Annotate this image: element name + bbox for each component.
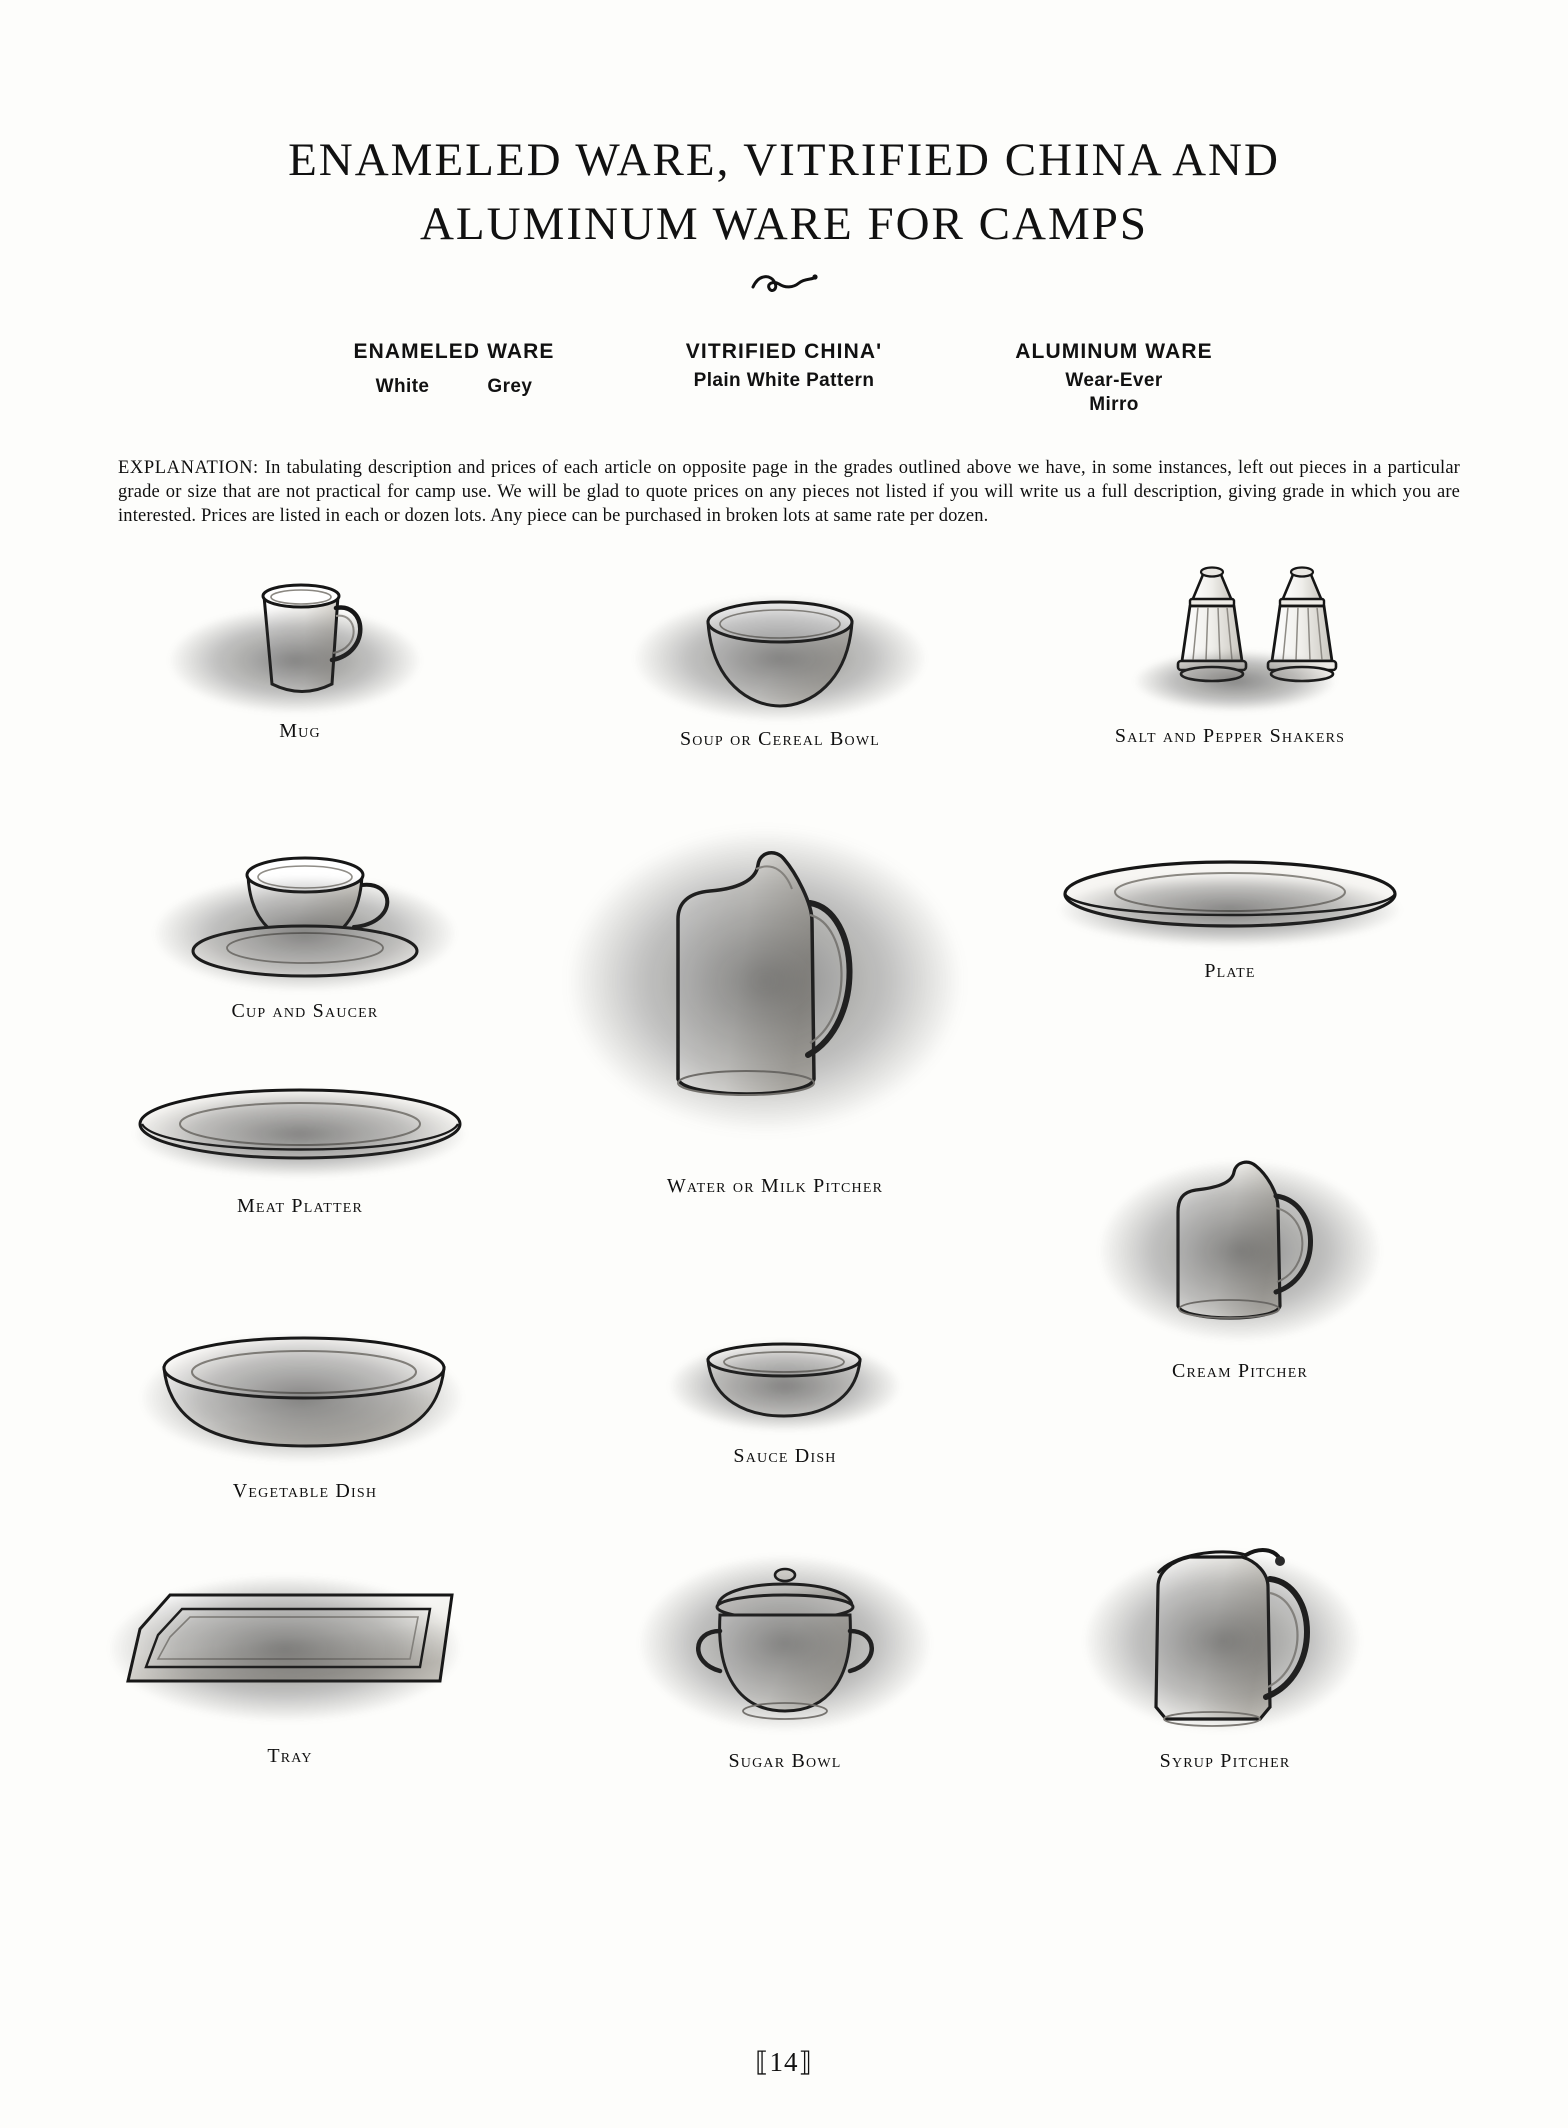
figure-caption: Mug xyxy=(279,720,321,742)
figure-caption: Plate xyxy=(1204,960,1256,982)
figure-sauce-dish xyxy=(650,1316,920,1468)
column-sub-grey: Grey xyxy=(487,376,533,397)
explanation-body: In tabulating description and prices of each article on opposite page in the grades outlined above we have, in some instances, left out pieces in a particular grade or size that are not practical for camp use. We will be glad to quote prices on any pieces not listed if you will write us a full description, giving grade in which you are interested. Prices are listed in each or dozen lots. Any piece can be purchased in broken lots at same rate per dozen. xyxy=(118,458,1460,526)
figure-caption: Vegetable Dish xyxy=(232,1480,378,1502)
sauce-dish-illustration xyxy=(650,1316,920,1441)
page-title-line-1: ENAMELED WARE, VITRIFIED CHINA AND xyxy=(288,134,1280,186)
vegetable-dish-illustration xyxy=(130,1306,480,1476)
explanation-paragraph xyxy=(118,456,1460,528)
figure-plate xyxy=(1040,846,1420,983)
column-vitrified-china xyxy=(619,340,949,416)
column-sub-white: White xyxy=(375,376,430,397)
figure-caption: Sugar Bowl xyxy=(728,1750,842,1772)
figure-caption: Cup and Saucer xyxy=(231,1000,379,1022)
explanation-label: EXPLANATION: xyxy=(118,458,259,478)
column-sub-wear-ever: Wear-Ever xyxy=(1065,370,1163,391)
figure-caption: Cream Pitcher xyxy=(1171,1360,1309,1382)
column-enameled-ware xyxy=(289,340,619,416)
bowl-illustration xyxy=(600,556,960,724)
figure-cup-and-saucer xyxy=(140,831,470,1023)
water-pitcher-illustration xyxy=(560,811,990,1171)
column-sub-mirro: Mirro xyxy=(1089,394,1139,415)
shakers-illustration xyxy=(1050,541,1410,721)
tray-illustration xyxy=(100,1551,480,1741)
grade-columns xyxy=(0,340,1568,416)
figure-caption: Water or Milk Pitcher xyxy=(666,1175,884,1197)
figure-caption: Meat Platter xyxy=(236,1195,364,1217)
folio-open-bracket: ⟦ xyxy=(755,2047,770,2077)
figure-soup-or-cereal-bowl xyxy=(600,556,960,751)
figure-meat-platter xyxy=(120,1066,480,1218)
figure-caption: Sauce Dish xyxy=(733,1445,837,1467)
page-title-line-2: ALUMINUM WARE FOR CAMPS xyxy=(419,198,1149,250)
meat-platter-illustration xyxy=(120,1066,480,1191)
column-heading: VITRIFIED CHINA' xyxy=(685,340,883,363)
cup-and-saucer-illustration xyxy=(140,831,470,996)
figure-caption: Tray xyxy=(267,1745,313,1767)
figure-grid xyxy=(0,546,1568,1976)
figure-vegetable-dish xyxy=(130,1306,480,1503)
figure-caption: Syrup Pitcher xyxy=(1159,1750,1291,1772)
figure-caption: Salt and Pepper Shakers xyxy=(1114,725,1346,747)
figure-salt-and-pepper-shakers xyxy=(1050,541,1410,748)
column-heading: ALUMINUM WARE xyxy=(1015,340,1213,363)
folio-number: 14 xyxy=(769,2047,799,2077)
cream-pitcher-illustration xyxy=(1080,1126,1400,1356)
figure-water-or-milk-pitcher xyxy=(560,811,990,1198)
mug-illustration xyxy=(160,556,440,716)
figure-mug xyxy=(160,556,440,743)
column-sub-pattern: Plain White Pattern xyxy=(693,370,875,391)
figure-tray xyxy=(100,1551,480,1768)
page-title xyxy=(0,0,1568,302)
ornament-divider xyxy=(0,270,1568,302)
column-aluminum-ware xyxy=(949,340,1279,416)
column-heading: ENAMELED WARE xyxy=(353,340,555,363)
page-number xyxy=(0,2047,1568,2078)
figure-sugar-bowl xyxy=(620,1531,950,1773)
sugar-bowl-illustration xyxy=(620,1531,950,1746)
figure-caption: Soup or Cereal Bowl xyxy=(679,728,881,750)
syrup-pitcher-illustration xyxy=(1060,1521,1390,1746)
folio-close-bracket: ⟧ xyxy=(798,2047,813,2077)
flourish-icon xyxy=(749,270,819,296)
plate-illustration xyxy=(1040,846,1420,956)
figure-syrup-pitcher xyxy=(1060,1521,1390,1773)
figure-cream-pitcher xyxy=(1080,1126,1400,1383)
